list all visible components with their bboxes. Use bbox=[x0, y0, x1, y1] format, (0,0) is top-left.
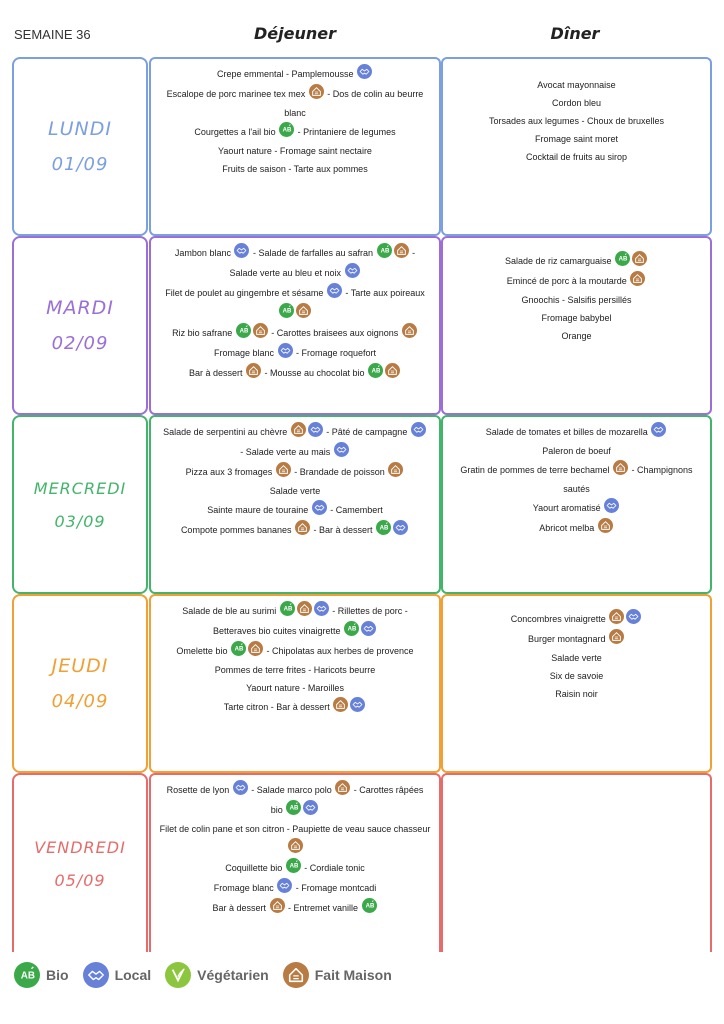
menu-text: Salade de ble au surimi bbox=[182, 605, 277, 616]
menu-line: Salade verte bbox=[551, 653, 602, 663]
menu-text: - Entremet vanille bbox=[285, 902, 359, 913]
bio-icon bbox=[231, 641, 246, 656]
local-icon bbox=[626, 609, 641, 624]
bio-icon bbox=[279, 303, 294, 318]
local-icon bbox=[357, 64, 372, 79]
menu-line bbox=[443, 521, 710, 536]
menu-text: - bbox=[409, 247, 416, 258]
fait-maison-icon bbox=[630, 271, 645, 286]
bio-icon bbox=[279, 122, 294, 137]
menu-line: Paleron de boeuf bbox=[542, 446, 611, 456]
legend bbox=[14, 962, 406, 988]
fait-maison-icon bbox=[609, 609, 624, 624]
day-cell-mardi bbox=[12, 236, 148, 415]
menu-text: Yaourt nature - Fromage saint nectaire bbox=[218, 146, 372, 156]
menu-line bbox=[151, 326, 439, 341]
menu-line bbox=[151, 87, 439, 102]
fait-maison-icon bbox=[613, 460, 628, 475]
menu-line bbox=[151, 823, 439, 836]
menu-line: Fromage saint moret bbox=[534, 134, 619, 144]
bio-icon bbox=[615, 251, 630, 266]
local-icon bbox=[308, 422, 323, 437]
dinner-cell-vendredi bbox=[441, 773, 712, 952]
day-name: JEUDI bbox=[51, 655, 109, 677]
dinner-column-header: Dîner bbox=[550, 24, 600, 43]
fait-maison-icon bbox=[283, 962, 309, 988]
fait-maison-icon bbox=[335, 780, 350, 795]
menu-text: - Champignons bbox=[629, 464, 693, 475]
menu-line: Fromage babybel bbox=[541, 313, 612, 323]
menu-line bbox=[151, 445, 439, 460]
menu-text: Riz bio safrane bbox=[172, 327, 233, 338]
day-date: 05/09 bbox=[54, 870, 106, 890]
menu-line bbox=[151, 163, 439, 176]
day-cell-mercredi bbox=[12, 415, 148, 594]
day-row-lundi bbox=[12, 57, 712, 236]
menu-line bbox=[151, 366, 439, 381]
menu-text: Courgettes a l'ail bio bbox=[194, 126, 276, 137]
fait-maison-icon bbox=[632, 251, 647, 266]
local-icon bbox=[303, 800, 318, 815]
menu-line bbox=[443, 501, 710, 516]
menu-text: Bar à dessert bbox=[188, 367, 243, 378]
local-icon bbox=[334, 442, 349, 457]
menu-text: - Tarte aux poireaux bbox=[342, 287, 425, 298]
menu-text: Rosette de lyon bbox=[166, 784, 230, 795]
menu-line bbox=[151, 624, 439, 639]
menu-text: - Cordiale tonic bbox=[301, 862, 365, 873]
legend-vegetarien bbox=[165, 962, 269, 988]
menu-line bbox=[151, 644, 439, 659]
legend-label: Fait Maison bbox=[314, 967, 392, 983]
fait-maison-icon bbox=[388, 462, 403, 477]
menu-text: Sainte maure de touraine bbox=[207, 504, 309, 515]
lunch-cell-jeudi bbox=[149, 594, 441, 773]
menu-text: Yaourt nature - Maroilles bbox=[246, 683, 344, 693]
day-date: 04/09 bbox=[51, 691, 109, 712]
menu-line bbox=[443, 274, 710, 289]
legend-label: Bio bbox=[46, 967, 69, 983]
lunch-cell-mardi bbox=[149, 236, 441, 415]
menu-line bbox=[443, 612, 710, 627]
menu-text: Escalope de porc marinee tex mex bbox=[166, 88, 306, 99]
fait-maison-icon bbox=[248, 641, 263, 656]
fait-maison-icon bbox=[333, 697, 348, 712]
day-cell-lundi bbox=[12, 57, 148, 236]
bio-icon bbox=[377, 243, 392, 258]
menu-line bbox=[151, 266, 439, 281]
bio-icon bbox=[14, 962, 40, 988]
lunch-cell-vendredi bbox=[149, 773, 441, 952]
local-icon bbox=[312, 500, 327, 515]
fait-maison-icon bbox=[309, 84, 324, 99]
menu-text: Yaourt aromatisé bbox=[532, 502, 601, 513]
fait-maison-icon bbox=[402, 323, 417, 338]
menu-text: - Fromage montcadi bbox=[293, 882, 377, 893]
menu-line bbox=[151, 604, 439, 619]
day-date: 01/09 bbox=[51, 154, 109, 175]
legend-fait-maison bbox=[283, 962, 392, 988]
menu-text: Pizza aux 3 fromages bbox=[185, 466, 273, 477]
bio-icon bbox=[362, 898, 377, 913]
day-cell-jeudi bbox=[12, 594, 148, 773]
menu-text: - Salade verte au mais bbox=[240, 446, 331, 457]
menu-line bbox=[151, 664, 439, 677]
menu-text: bio bbox=[270, 804, 283, 815]
menu-line bbox=[151, 107, 439, 120]
bio-icon bbox=[280, 601, 295, 616]
menu-line: Avocat mayonnaise bbox=[537, 80, 616, 90]
local-icon bbox=[234, 243, 249, 258]
menu-text: Bar à dessert bbox=[212, 902, 266, 913]
bio-icon bbox=[286, 800, 301, 815]
menu-line bbox=[151, 861, 439, 876]
local-icon bbox=[327, 283, 342, 298]
fait-maison-icon bbox=[609, 629, 624, 644]
menu-line bbox=[151, 346, 439, 361]
menu-line bbox=[443, 463, 710, 478]
lunch-cell-mercredi bbox=[149, 415, 441, 594]
day-name: MARDI bbox=[46, 297, 114, 319]
menu-line bbox=[151, 246, 439, 261]
menu-line: Torsades aux legumes - Choux de bruxelles bbox=[488, 116, 665, 126]
local-icon bbox=[393, 520, 408, 535]
menu-text: Concombres vinaigrette bbox=[510, 613, 606, 624]
menu-text: - Printaniere de legumes bbox=[295, 126, 396, 137]
local-icon bbox=[314, 601, 329, 616]
lunch-column-header: Déjeuner bbox=[254, 24, 336, 43]
fait-maison-icon bbox=[385, 363, 400, 378]
legend-label: Végétarien bbox=[197, 967, 269, 983]
local-icon bbox=[350, 697, 365, 712]
menu-line: Cocktail de fruits au sirop bbox=[525, 152, 628, 162]
menu-line: Orange bbox=[561, 331, 592, 341]
fait-maison-icon bbox=[288, 838, 303, 853]
dinner-cell-jeudi bbox=[441, 594, 712, 773]
menu-line bbox=[151, 783, 439, 798]
fait-maison-icon bbox=[296, 303, 311, 318]
local-icon bbox=[651, 422, 666, 437]
menu-line bbox=[151, 485, 439, 498]
menu-text: - Brandade de poisson bbox=[291, 466, 385, 477]
menu-text: - Rillettes de porc - bbox=[329, 605, 408, 616]
bio-icon bbox=[376, 520, 391, 535]
menu-text: Fromage blanc bbox=[213, 882, 274, 893]
menu-text: Compote pommes bananes bbox=[180, 524, 292, 535]
local-icon bbox=[411, 422, 426, 437]
menu-text: Salade de serpentini au chèvre bbox=[163, 426, 288, 437]
menu-line bbox=[151, 881, 439, 896]
menu-text: - Camembert bbox=[327, 504, 383, 515]
menu-line bbox=[443, 632, 710, 647]
lunch-cell-lundi bbox=[149, 57, 441, 236]
menu-text: Coquillette bio bbox=[225, 862, 283, 873]
day-row-vendredi bbox=[12, 773, 712, 952]
legend-local bbox=[83, 962, 152, 988]
legend-bio bbox=[14, 962, 69, 988]
menu-text: - Salade de farfalles au safran bbox=[250, 247, 374, 258]
menu-text: - Chipolatas aux herbes de provence bbox=[263, 645, 414, 656]
menu-line bbox=[443, 254, 710, 269]
local-icon bbox=[277, 878, 292, 893]
menu-line bbox=[151, 803, 439, 818]
menu-text: Emincé de porc à la moutarde bbox=[506, 275, 627, 286]
fait-maison-icon bbox=[270, 898, 285, 913]
bio-icon bbox=[344, 621, 359, 636]
menu-text: - Dos de colin au beurre bbox=[324, 88, 424, 99]
menu-text: Abricot melba bbox=[539, 522, 595, 533]
fait-maison-icon bbox=[297, 601, 312, 616]
menu-text: Crepe emmental - Pamplemousse bbox=[216, 68, 354, 79]
menu-line bbox=[443, 425, 710, 440]
menu-text: Salade de riz camarguaise bbox=[504, 255, 612, 266]
menu-text: Fruits de saison - Tarte aux pommes bbox=[222, 164, 368, 174]
day-name: VENDREDI bbox=[34, 837, 126, 857]
local-icon bbox=[233, 780, 248, 795]
menu-line bbox=[151, 523, 439, 538]
fait-maison-icon bbox=[598, 518, 613, 533]
menu-text: Salade verte au bleu et noix bbox=[229, 267, 342, 278]
menu-text: Tarte citron - Bar à dessert bbox=[223, 701, 330, 712]
menu-text: - Pâté de campagne bbox=[323, 426, 408, 437]
day-row-mardi bbox=[12, 236, 712, 415]
fait-maison-icon bbox=[394, 243, 409, 258]
day-name: MERCREDI bbox=[33, 478, 127, 498]
menu-line bbox=[151, 901, 439, 916]
bio-icon bbox=[368, 363, 383, 378]
menu-line bbox=[151, 286, 439, 301]
menu-line bbox=[151, 306, 439, 321]
menu-text: Omelette bio bbox=[176, 645, 228, 656]
day-row-mercredi bbox=[12, 415, 712, 594]
local-icon bbox=[278, 343, 293, 358]
menu-text: - Carottes râpées bbox=[351, 784, 424, 795]
menu-line: Six de savoie bbox=[549, 671, 604, 681]
day-row-jeudi bbox=[12, 594, 712, 773]
menu-text: Filet de poulet au gingembre et sésame bbox=[165, 287, 324, 298]
menu-text: Filet de colin pane et son citron - Paupiette de veau sauce chasseur bbox=[159, 824, 431, 834]
fait-maison-icon bbox=[253, 323, 268, 338]
menu-text: Jambon blanc bbox=[174, 247, 231, 258]
dinner-cell-mercredi bbox=[441, 415, 712, 594]
menu-line bbox=[151, 425, 439, 440]
menu-text: - Bar à dessert bbox=[311, 524, 373, 535]
bio-icon bbox=[286, 858, 301, 873]
local-icon bbox=[361, 621, 376, 636]
menu-text: Gratin de pommes de terre bechamel bbox=[460, 464, 610, 475]
day-date: 03/09 bbox=[54, 511, 106, 531]
menu-text: Burger montagnard bbox=[527, 633, 606, 644]
vegetarian-icon bbox=[165, 962, 191, 988]
menu-text: - Salade marco polo bbox=[248, 784, 332, 795]
menu-line bbox=[151, 145, 439, 158]
menu-text: - Carottes braisees aux oignons bbox=[268, 327, 399, 338]
dinner-cell-mardi bbox=[441, 236, 712, 415]
menu-text: - Fromage roquefort bbox=[293, 347, 377, 358]
local-icon bbox=[83, 962, 109, 988]
dinner-cell-lundi bbox=[441, 57, 712, 236]
day-name: LUNDI bbox=[48, 118, 112, 140]
day-cell-vendredi bbox=[12, 773, 148, 952]
menu-line: Raisin noir bbox=[555, 689, 598, 699]
menu-line bbox=[151, 125, 439, 140]
menu-line bbox=[151, 700, 439, 715]
menu-line bbox=[151, 67, 439, 82]
menu-text: Salade verte bbox=[269, 486, 321, 496]
menu-line bbox=[151, 503, 439, 518]
local-icon bbox=[604, 498, 619, 513]
fait-maison-icon bbox=[291, 422, 306, 437]
menu-text: blanc bbox=[284, 108, 306, 118]
menu-text: Betteraves bio cuites vinaigrette bbox=[212, 625, 341, 636]
menu-line: sautés bbox=[563, 484, 590, 494]
fait-maison-icon bbox=[295, 520, 310, 535]
menu-line bbox=[151, 465, 439, 480]
local-icon bbox=[345, 263, 360, 278]
menu-text: Pommes de terre frites - Haricots beurre bbox=[214, 665, 376, 675]
menu-text: Salade de tomates et billes de mozarella bbox=[485, 426, 648, 437]
menu-line bbox=[151, 682, 439, 695]
legend-label: Local bbox=[114, 967, 152, 983]
menu-text: - Mousse au chocolat bio bbox=[261, 367, 365, 378]
fait-maison-icon bbox=[246, 363, 261, 378]
menu-line: Gnoochis - Salsifis persillés bbox=[521, 295, 632, 305]
day-date: 02/09 bbox=[51, 333, 109, 354]
bio-icon bbox=[236, 323, 251, 338]
week-label: SEMAINE 36 bbox=[14, 27, 91, 42]
menu-line: Cordon bleu bbox=[551, 98, 602, 108]
menu-line bbox=[151, 841, 439, 856]
fait-maison-icon bbox=[276, 462, 291, 477]
menu-text: Fromage blanc bbox=[213, 347, 274, 358]
